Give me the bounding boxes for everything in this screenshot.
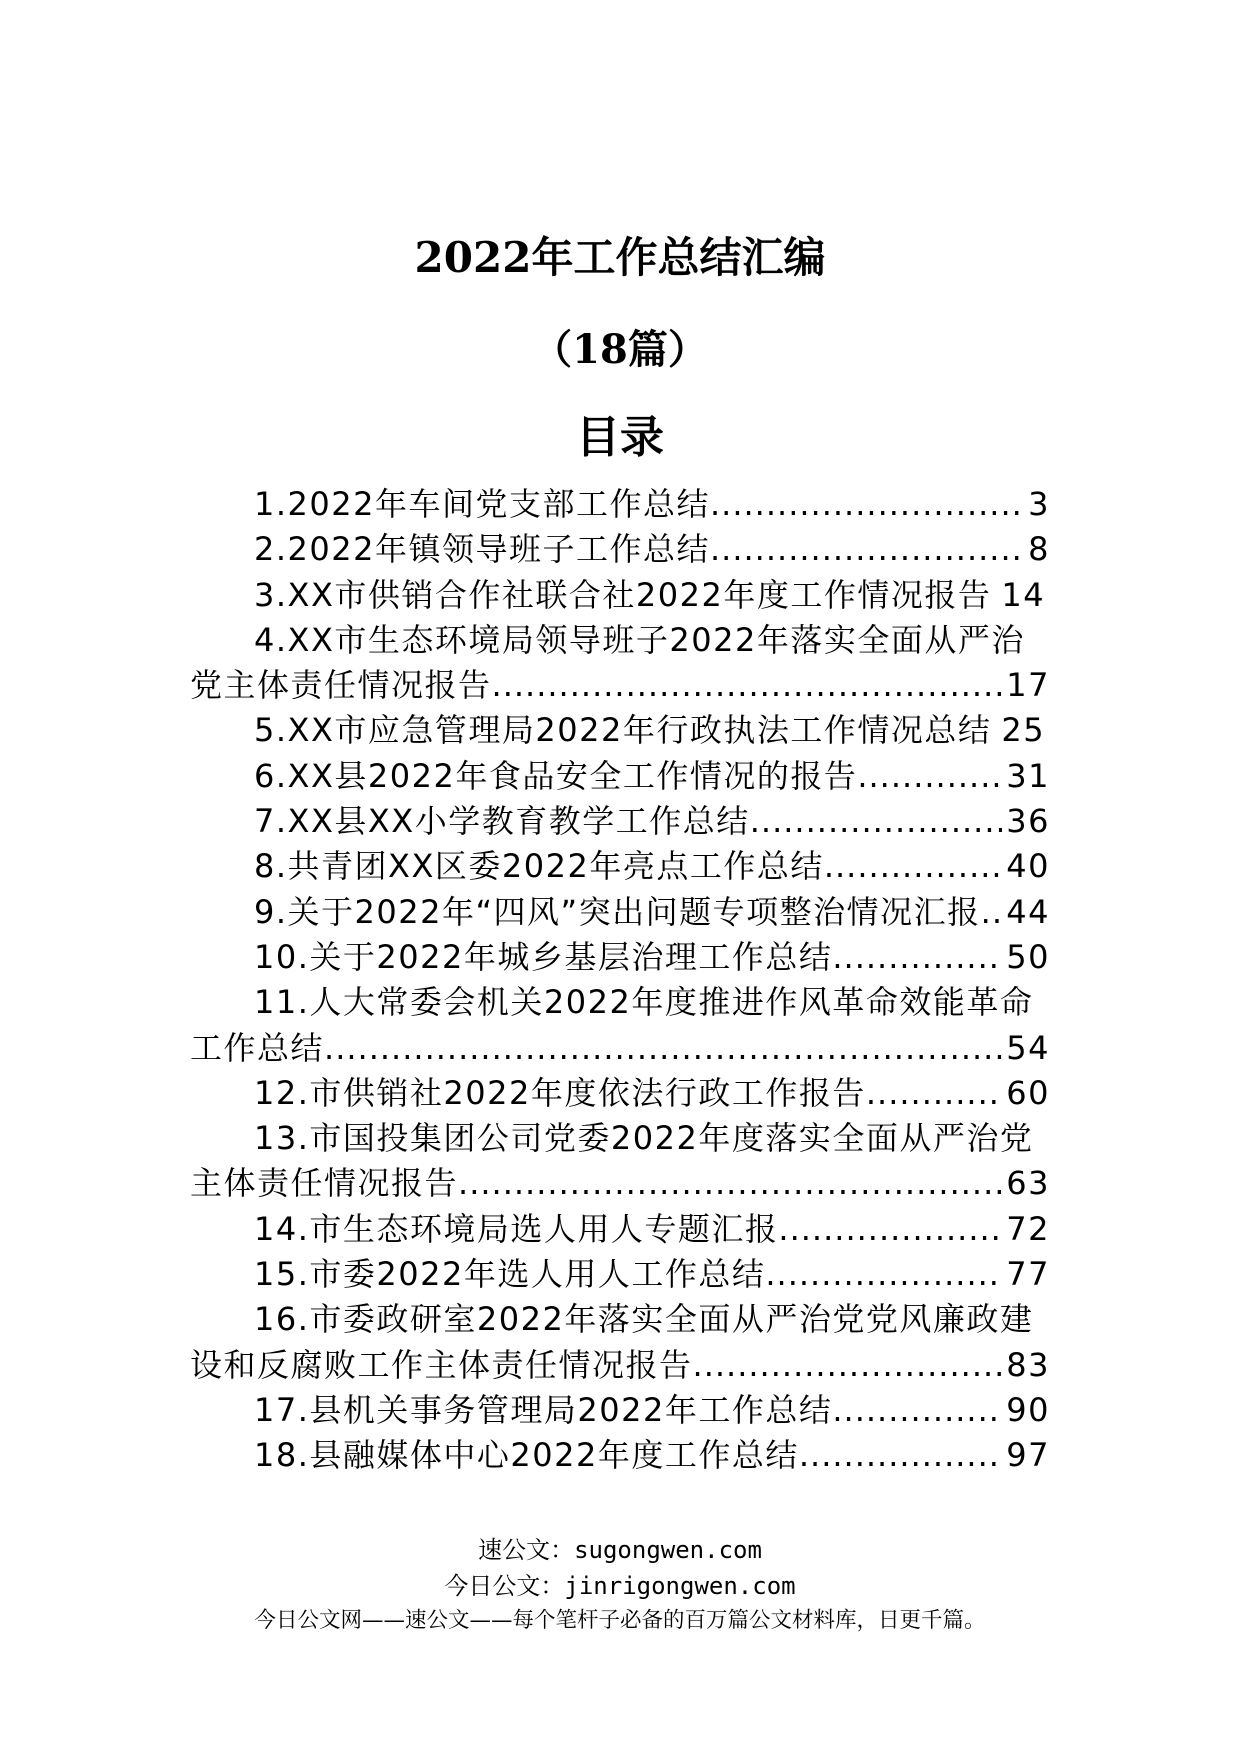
toc-entry[interactable] <box>190 799 1050 844</box>
toc-entry-line <box>190 799 1050 844</box>
toc-entry-title: 2.2022年镇领导班子工作总结 <box>254 530 710 569</box>
toc-page-number: 97 <box>1006 1436 1050 1475</box>
toc-entry-title: 16.市委政研室2022年落实全面从严治党党风廉政建 <box>254 1300 1034 1339</box>
toc-page-number: 40 <box>1006 847 1050 886</box>
toc-page-number: 31 <box>1006 756 1050 795</box>
toc-entry-line <box>190 935 1050 980</box>
toc-entry[interactable] <box>190 844 1050 889</box>
toc-entry-title: 12.市供销社2022年度依法行政工作报告 <box>254 1073 866 1112</box>
toc-page-number: 83 <box>1006 1345 1050 1384</box>
toc-page-number: 77 <box>1006 1255 1050 1294</box>
toc-entry-line <box>190 1388 1050 1433</box>
toc-entry[interactable] <box>190 1207 1050 1252</box>
toc-dot-leader <box>857 754 1002 799</box>
toc-entry[interactable] <box>190 1116 1050 1207</box>
toc-page-number: 14 <box>1001 575 1046 614</box>
toc-entry-title: 9.关于2022年“四风”突出问题专项整治情况汇报 <box>254 892 981 931</box>
toc-dot-leader <box>750 799 1003 844</box>
toc-entry-title: 15.市委2022年选人用人工作总结 <box>254 1255 766 1294</box>
toc-entry-title: 6.XX县2022年食品安全工作情况的报告 <box>254 756 858 795</box>
toc-dot-leader <box>693 1343 1003 1388</box>
toc-entry-line <box>190 1071 1050 1116</box>
toc-dot-leader <box>710 527 1024 572</box>
footer-line-sugongwen <box>0 1532 1240 1568</box>
toc-entry-title: 主体责任情况报告 <box>190 1164 459 1203</box>
toc-entry-title: 14.市生态环境局选人用人专题汇报 <box>254 1209 779 1248</box>
toc-entry[interactable] <box>190 935 1050 980</box>
toc-dot-leader <box>778 1207 1002 1252</box>
toc-entry-line <box>190 890 1050 935</box>
toc-page-number: 17 <box>1006 666 1050 705</box>
footer-slogan: 今日公文网——速公文——每个笔杆子必备的百万篇公文材料库，日更千篇。 <box>254 1608 986 1633</box>
toc-page-number: 8 <box>1028 530 1050 569</box>
toc-entry-line <box>190 527 1050 572</box>
toc-entry-title: 3.XX市供销合作社联合社2022年度工作情况报告 <box>254 575 992 614</box>
toc-entry-line <box>190 663 1050 708</box>
toc-entry[interactable] <box>190 890 1050 935</box>
toc-dot-leader <box>981 890 1003 935</box>
toc-page-number: 44 <box>1006 892 1050 931</box>
toc-page-number: 50 <box>1006 937 1050 976</box>
toc-entry-line <box>190 1026 1050 1071</box>
toc-entry[interactable] <box>190 754 1050 799</box>
footer-link-jinrigongwen[interactable]: jinrigongwen.com <box>564 1572 796 1600</box>
toc-entry-line <box>190 1116 1050 1161</box>
toc-entry-line <box>190 1297 1050 1342</box>
toc-entry[interactable] <box>190 527 1050 572</box>
toc-entry-title: 8.共青团XX区委2022年亮点工作总结 <box>254 847 824 886</box>
toc-entry[interactable] <box>190 980 1050 1071</box>
toc-entry-line <box>190 482 1050 527</box>
toc-entry-line <box>190 573 1050 618</box>
toc-page-number: 54 <box>1006 1028 1050 1067</box>
toc-entry-line <box>190 844 1050 889</box>
toc-entry[interactable] <box>190 573 1050 618</box>
toc-entry[interactable] <box>190 1071 1050 1116</box>
toc-dot-leader <box>799 1433 1002 1478</box>
toc-entry-title: 10.关于2022年城乡基层治理工作总结 <box>254 937 833 976</box>
toc-entry-title: 设和反腐败工作主体责任情况报告 <box>190 1345 693 1384</box>
toc-page-number: 63 <box>1006 1164 1050 1203</box>
toc-dot-leader <box>832 935 1002 980</box>
toc-dot-leader <box>765 1252 1002 1297</box>
toc-entry-title: 4.XX市生态环境局领导班子2022年落实全面从严治 <box>254 620 1025 659</box>
toc-entry-line <box>190 1207 1050 1252</box>
toc-entry-line <box>190 1252 1050 1297</box>
table-of-contents <box>190 482 1050 1479</box>
toc-dot-leader <box>710 482 1024 527</box>
footer-label-sugongwen: 速公文： <box>478 1536 575 1564</box>
toc-dot-leader <box>832 1388 1002 1433</box>
toc-heading: 目录 <box>576 412 664 463</box>
footer-line-jinrigongwen <box>0 1568 1240 1604</box>
footer-link-sugongwen[interactable]: sugongwen.com <box>574 1536 762 1564</box>
toc-entry-line <box>190 1433 1050 1478</box>
toc-dot-leader <box>492 663 1003 708</box>
toc-entry-title: 党主体责任情况报告 <box>190 666 492 705</box>
toc-entry-title: 11.人大常委会机关2022年度推进作风革命效能革命 <box>254 983 1034 1022</box>
toc-entry[interactable] <box>190 708 1050 753</box>
document-subtitle: （18篇） <box>532 326 708 373</box>
toc-entry[interactable] <box>190 1297 1050 1388</box>
document-title: 2022年工作总结汇编 <box>414 233 826 282</box>
toc-page-number: 72 <box>1006 1209 1050 1248</box>
toc-entry-line <box>190 754 1050 799</box>
toc-entry-title: 1.2022年车间党支部工作总结 <box>254 485 710 523</box>
toc-dot-leader <box>324 1026 1002 1071</box>
toc-entry[interactable] <box>190 482 1050 527</box>
toc-entry-title: 7.XX县XX小学教育教学工作总结 <box>254 802 750 841</box>
toc-entry[interactable] <box>190 618 1050 709</box>
toc-page-number: 60 <box>1006 1073 1050 1112</box>
toc-entry-line <box>190 1343 1050 1388</box>
toc-dot-leader <box>866 1071 1002 1116</box>
toc-entry-title: 5.XX市应急管理局2022年行政执法工作情况总结 <box>254 711 992 750</box>
toc-page-number: 25 <box>1001 711 1046 750</box>
toc-dot-leader <box>458 1161 1002 1206</box>
toc-entry[interactable] <box>190 1388 1050 1433</box>
footer <box>0 1532 1240 1638</box>
toc-dot-leader <box>824 844 1002 889</box>
toc-page-number: 36 <box>1006 802 1050 841</box>
toc-entry-title: 18.县融媒体中心2022年度工作总结 <box>254 1436 799 1475</box>
toc-page-number: 90 <box>1006 1390 1050 1429</box>
toc-entry[interactable] <box>190 1433 1050 1478</box>
toc-entry-line <box>190 980 1050 1025</box>
toc-entry-title: 17.县机关事务管理局2022年工作总结 <box>254 1390 833 1429</box>
toc-entry-title: 13.市国投集团公司党委2022年度落实全面从严治党 <box>254 1119 1034 1158</box>
toc-entry[interactable] <box>190 1252 1050 1297</box>
footer-label-jinrigongwen: 今日公文： <box>444 1572 565 1600</box>
toc-entry-line <box>190 708 1050 753</box>
toc-entry-line <box>190 618 1050 663</box>
toc-page-number: 3 <box>1028 485 1050 523</box>
toc-entry-line <box>190 1161 1050 1206</box>
toc-entry-title: 工作总结 <box>190 1028 325 1067</box>
